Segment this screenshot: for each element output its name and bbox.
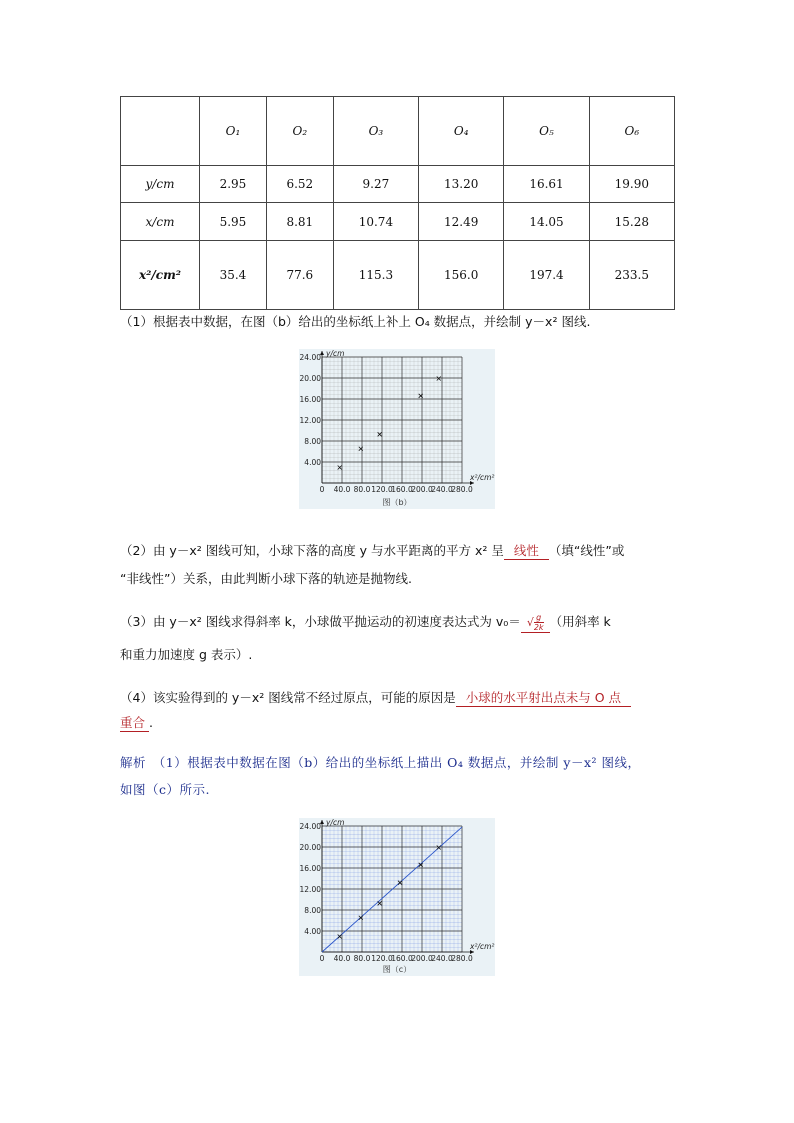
- y-tick-label: 8.00: [304, 906, 321, 915]
- question-3-text: （3）由 y－x² 图线求得斜率 k，小球做平抛运动的初速度表达式为 v₀＝: [120, 614, 521, 629]
- y-tick-label: 24.00: [299, 822, 321, 831]
- table-row: [121, 166, 675, 203]
- question-3-line2: 和重力加速度 g 表示）.: [120, 647, 253, 662]
- x-tick-label: 280.0: [451, 954, 473, 963]
- table-cell: 2.95: [200, 166, 267, 203]
- data-point: [437, 846, 441, 850]
- question-2-text: （2）由 y－x² 图线可知，小球下落的高度 y 与水平距离的平方 x² 呈: [120, 543, 504, 558]
- table-cell: 19.90: [589, 166, 674, 203]
- question-2-answer: 线性: [504, 541, 549, 560]
- table-header-cell: O₁: [200, 97, 267, 166]
- question-3-answer: √ $\frac{g}{2k}$: [521, 613, 550, 633]
- question-2-line2: “非线性”）关系，由此判断小球下落的轨迹是抛物线.: [120, 571, 412, 586]
- y-axis-label: y/cm: [326, 818, 345, 827]
- x-tick-label: 240.0: [431, 485, 453, 494]
- table-cell: 12.49: [419, 203, 504, 241]
- question-4-answer-part2: 重合: [120, 713, 149, 732]
- row-label: y/cm: [121, 166, 200, 203]
- figure-c: [299, 818, 495, 976]
- table-cell: 16.61: [504, 166, 589, 203]
- x-tick-label: 160.0: [391, 954, 413, 963]
- x-tick-label: 200.0: [411, 485, 433, 494]
- question-3-line1: [120, 612, 611, 633]
- table-cell: 10.74: [333, 203, 418, 241]
- question-4-end: .: [149, 715, 153, 730]
- x-axis-label: x²/cm²: [470, 473, 495, 482]
- table-cell: 115.3: [333, 241, 418, 310]
- question-4-line1: [120, 688, 631, 707]
- x-tick-label: 280.0: [451, 485, 473, 494]
- y-tick-label: 16.00: [299, 395, 321, 404]
- y-tick-label: 20.00: [299, 374, 321, 383]
- table-header-cell: O₃: [333, 97, 418, 166]
- table-cell: 9.27: [333, 166, 418, 203]
- figure-b-caption: 图（b）: [382, 498, 412, 507]
- row-label: x²/cm²: [121, 241, 200, 310]
- x-tick-label: 80.0: [353, 485, 371, 494]
- x-tick-label: 80.0: [353, 954, 371, 963]
- question-3-hint: （用斜率 k: [549, 614, 611, 629]
- table-cell: 14.05: [504, 203, 589, 241]
- figure-b: [299, 349, 495, 509]
- data-table: [120, 96, 675, 310]
- table-cell: 8.81: [266, 203, 333, 241]
- question-2-line1: [120, 541, 624, 560]
- table-cell: 233.5: [589, 241, 674, 310]
- answer-numerator: g: [534, 613, 544, 623]
- data-point: [437, 377, 441, 381]
- y-tick-label: 12.00: [299, 885, 321, 894]
- x-tick-label: 120.0: [371, 485, 393, 494]
- question-4-line2: [120, 713, 153, 732]
- solution-line1: 解析 （1）根据表中数据在图（b）给出的坐标纸上描出 O₄ 数据点，并绘制 y－x² 图线，: [120, 755, 641, 770]
- y-tick-label: 20.00: [299, 843, 321, 852]
- question-4-text: （4）该实验得到的 y－x² 图线常不经过原点，可能的原因是: [120, 690, 456, 705]
- figure-b-chart: [299, 349, 495, 509]
- solution-line2: 如图（c）所示.: [120, 782, 210, 797]
- table-row: [121, 241, 675, 310]
- x-axis-label: x²/cm²: [470, 942, 495, 951]
- table-cell: 197.4: [504, 241, 589, 310]
- table-header-cell: O₅: [504, 97, 589, 166]
- y-tick-label: 4.00: [304, 458, 321, 467]
- x-tick-label: 40.0: [333, 485, 351, 494]
- x-tick-label: 0: [319, 485, 325, 494]
- y-tick-label: 12.00: [299, 416, 321, 425]
- table-cell: 156.0: [419, 241, 504, 310]
- x-tick-label: 120.0: [371, 954, 393, 963]
- question-1: （1）根据表中数据，在图（b）给出的坐标纸上补上 O₄ 数据点，并绘制 y－x² 图线.: [120, 314, 591, 329]
- y-tick-label: 24.00: [299, 353, 321, 362]
- data-point: [378, 901, 382, 905]
- table-cell: 35.4: [200, 241, 267, 310]
- data-point: [398, 881, 402, 885]
- table-header-cell: O₆: [589, 97, 674, 166]
- table-row: [121, 203, 675, 241]
- table-header-cell: [121, 97, 200, 166]
- answer-denominator: 2k: [533, 623, 544, 632]
- figure-c-caption: 图（c）: [382, 965, 412, 974]
- x-tick-label: 40.0: [333, 954, 351, 963]
- data-point: [378, 432, 382, 436]
- table-cell: 13.20: [419, 166, 504, 203]
- table-cell: 5.95: [200, 203, 267, 241]
- y-tick-label: 8.00: [304, 437, 321, 446]
- x-tick-label: 240.0: [431, 954, 453, 963]
- table-cell: 77.6: [266, 241, 333, 310]
- table-header-cell: O₄: [419, 97, 504, 166]
- table-header-cell: O₂: [266, 97, 333, 166]
- row-label: x/cm: [121, 203, 200, 241]
- y-axis-label: y/cm: [326, 349, 345, 358]
- y-tick-label: 4.00: [304, 927, 321, 936]
- table-header-row: [121, 97, 675, 166]
- question-4-answer-part1: 小球的水平射出点未与 O 点: [456, 688, 631, 707]
- question-2-hint: （填“线性”或: [548, 543, 625, 558]
- figure-c-chart: [299, 818, 495, 976]
- x-tick-label: 200.0: [411, 954, 433, 963]
- y-tick-label: 16.00: [299, 864, 321, 873]
- x-tick-label: 160.0: [391, 485, 413, 494]
- x-tick-label: 0: [319, 954, 325, 963]
- table-cell: 6.52: [266, 166, 333, 203]
- table-cell: 15.28: [589, 203, 674, 241]
